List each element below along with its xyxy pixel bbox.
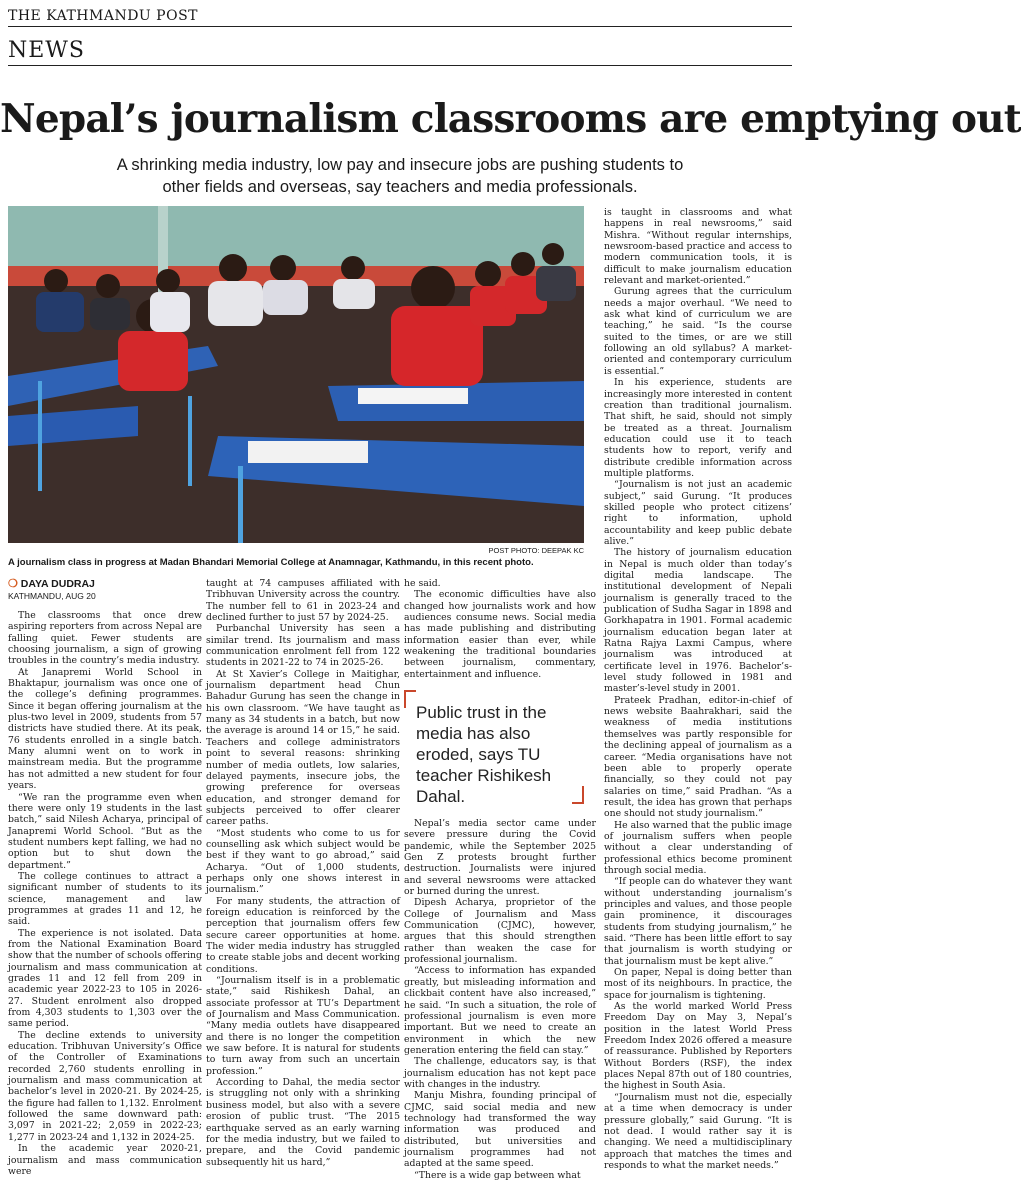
article-paragraph: “We ran the programme even when there were only 19 students in the last batch,” said Nilesh Acharya, principal of Janapremi World School. “But as the student numbers kept falling, we had no option but to shut down the department.”	[8, 791, 202, 871]
article-paragraph: Gurung agrees that the curriculum needs a major overhaul. “We need to ask what kind of curriculum we are teaching,” he said. “Is the course suited to the times, or are we still following an old syllabus? A market-oriented and contemporary curriculum is essential.”	[604, 286, 792, 377]
article-paragraph: He also warned that the public image of journalism suffers when people without a clear understanding of professional ethics become prominent through social media.	[604, 819, 792, 876]
masthead: THE KATHMANDU POST	[8, 8, 198, 24]
article-column-4	[604, 207, 792, 1175]
article-column-3-bottom	[404, 818, 596, 1181]
dateline: KATHMANDU, AUG 20	[8, 591, 96, 601]
pull-quote-bracket-bottom	[572, 786, 584, 804]
article-paragraph: As the world marked World Press Freedom Day on May 3, Nepal’s position in the latest World Press Freedom Index 2026 offered a measure of reassurance. Published by Reporters Without Borders (RSF), the index places Nepal 87th out of 180 countries, the highest in South Asia.	[604, 1001, 792, 1092]
article-paragraph: Manju Mishra, founding principal of CJMC, said social media and new technology had transformed the way information was produced and distributed, but universities and journalism programmes had not adapted at the same speed.	[404, 1090, 596, 1170]
article-paragraph: The decline extends to university education. Tribhuvan University’s Office of the Controller of Examinations recorded 2,760 students enrolling in journalism and mass communication at bachelor’s level in 2020-21. By 2024-25, the figure had fallen to 1,132. Enrolment followed the same downward path: 3,097 in 2021-22; 2,059 in 2022-23; 1,277 in 2023-24 and 1,132 in 2024-25.	[8, 1029, 202, 1143]
classroom-photo	[8, 206, 584, 543]
article-paragraph: In his experience, students are increasingly more interested in content creation than traditional journalism. That shift, he said, should not simply be treated as a threat. Journalism education could use it to teach students how to report, verify and distribute credible information across multiple platforms.	[604, 377, 792, 479]
article-paragraph: “Journalism must not die, especially at a time when democracy is under pressure globally,” said Gurung. “It is not dead. I would rather say it is changing. We need a multidisciplinary approach that matches the times and responds to what the market needs.”	[604, 1091, 792, 1171]
article-paragraph: he said.	[404, 578, 441, 589]
photo-caption: A journalism class in progress at Madan Bhandari Memorial College at Anamnagar, Kathmandu, in this recent photo.	[8, 557, 534, 568]
article-paragraph: Purbanchal University has seen a similar trend. Its journalism and mass communication enrolment fell from 122 students in 2021-22 to 74 in 2025-26.	[206, 623, 400, 669]
article-paragraph: Dipesh Acharya, proprietor of the College of Journalism and Mass Communication (CJMC), however, argues that this should strengthen rather than weaken the case for professional journalism.	[404, 897, 596, 966]
article-paragraph: “Journalism itself is in a problematic state,” said Rishikesh Dahal, an associate professor at TU’s Department of Journalism and Mass Communication. “Many media outlets have disappeared and there is no longer the competition we saw before. It is natural for students to turn away from such an uncertain profession.”	[206, 975, 400, 1077]
article-paragraph: Prateek Pradhan, editor-in-chief of news website Baahrakhari, said the weakness of media institutions themselves was partly responsible for the declining appeal of journalism as a career. “Media organisations have not been able to properly operate financially, so they could not pay salaries on time,” said Pradhan. “As a result, the idea has grown that perhaps one should not study journalism.”	[604, 694, 792, 820]
pull-quote-bracket-top	[404, 690, 416, 708]
author-name: DAYA DUDRAJ	[20, 578, 95, 590]
article-paragraph: Nepal’s media sector came under severe pressure during the Covid pandemic, while the September 2025 Gen Z protests brought further destruction. Journalists were injured and several newsrooms were attacked or burned during the unrest.	[404, 818, 596, 898]
section-label: NEWS	[8, 38, 85, 63]
article-paragraph: The experience is not isolated. Data from the National Examination Board show that the number of schools offering journalism and mass communication at grades 11 and 12 fell from 209 in academic year 2022-23 to 105 in 2026-27. Student enrolment also dropped from 4,303 students to 1,303 over the same period.	[8, 927, 202, 1030]
article-paragraph: For many students, the attraction of foreign education is reinforced by the perception that journalism offers few secure career opportunities at home. The wider media industry has struggled to create stable jobs and decent working conditions.	[206, 895, 400, 975]
pull-quote: Public trust in the media has also eroded, says TU teacher Rishikesh Dahal.	[416, 703, 552, 806]
article-paragraph: In the academic year 2020-21, journalism and mass communication were	[8, 1143, 202, 1177]
byline	[8, 577, 95, 590]
article-column-3-top	[404, 578, 596, 703]
article-paragraph: “Journalism is not just an academic subject,” said Gurung. “It produces skilled people who protect citizens’ right to information, uphold accountability and keep public debate alive.”	[604, 479, 792, 547]
article-paragraph: The challenge, educators say, is that journalism education has not kept pace with changes in the industry.	[404, 1056, 596, 1090]
article-paragraph: The history of journalism education in Nepal is much older than today’s digital media landscape. The institutional development of Nepali journalism is generally traced to the publication of Sudha Sagar in 1898 and Gorkhapatra in 1901. Formal academic journalism education began later at Ratna Rajya Laxmi Campus, where journalism was introduced at certificate level in 1976. Bachelor’s-level study followed in 1981 and master’s-level study in 2001.	[604, 547, 792, 695]
masthead-rule	[8, 26, 792, 27]
article-paragraph: The classrooms that once drew aspiring reporters from across Nepal are falling quiet. Fewer students are choosing journalism, a sign of growing troubles in the country’s media industry.	[8, 610, 202, 667]
article-paragraph: At Janapremi World School in Bhaktapur, journalism was once one of the college’s defining programmes. Since it began offering journalism at the plus-two level in 2009, students from 57 districts have studied there. At its peak, 76 students enrolled in a single batch. Many alumni went on to work in mainstream media. But the programme has not admitted a new student for four years.	[8, 666, 202, 792]
article-paragraph: is taught in classrooms and what happens in real newsrooms,” said Mishra. “Without regular internships, newsroom-based practice and access to modern communication tools, it is difficult to make journalism education relevant and market-oriented.”	[604, 207, 792, 287]
article-paragraph: “Access to information has expanded greatly, but misleading information and clickbait content have also increased,” he said. “In such a situation, the role of professional journalism is even more important. But we need to create an environment in which the new generation entering the field can stay.”	[404, 965, 596, 1056]
bullet-icon: ❍	[8, 578, 18, 590]
article-column-1	[8, 610, 202, 1175]
article-paragraph: At St Xavier’s College in Maitighar, journalism department head Chun Bahadur Gurung has seen the change in his own classroom. “We have taught as many as 34 students in a batch, but now the average is around 14 or 15,” he said. Teachers and college administrators point to several reasons: shrinking number of media outlets, low salaries, delayed payments, insecure jobs, the growing preference for overseas education, and stronger demand for subjects perceived to offer clearer career paths.	[206, 668, 400, 828]
article-column-2	[206, 578, 400, 1175]
article-paragraph: “If people can do whatever they want without understanding journalism’s principles and values, and those people gain prominence, it discourages students from studying journalism,” he said. “There has been little effort to say that journalism is worth studying or that journalism must be kept alive.”	[604, 876, 792, 967]
article-paragraph: The economic difficulties have also changed how journalists work and how audiences consume news. Social media has made publishing and distributing information easier than ever, while weakening the traditional boundaries between journalism, commentary, entertainment and influence.	[404, 589, 596, 680]
article-paragraph: taught at 74 campuses affiliated with Tribhuvan University across the country. The number fell to 61 in 2023-24 and declined further to just 57 by 2024-25.	[206, 578, 400, 624]
section-rule	[8, 65, 792, 66]
article-paragraph: The college continues to attract a significant number of students to its science, management and law programmes at grades 11 and 12, he said.	[8, 870, 202, 928]
article-paragraph: On paper, Nepal is doing better than most of its neighbours. In practice, the space for journalism is tightening.	[604, 967, 792, 1001]
article-paragraph: “There is a wide gap between what	[414, 1169, 581, 1181]
article-paragraph: According to Dahal, the media sector is struggling not only with a shrinking business model, but also with a severe erosion of public trust. “The 2015 earthquake served as an early warning for the media industry, but we failed to prepare, and the Covid pandemic subsequently hit us hard,”	[206, 1077, 400, 1168]
standfirst: A shrinking media industry, low pay and insecure jobs are pushing students to other fields and overseas, say teachers and media professionals.	[116, 156, 684, 196]
photo-credit: POST PHOTO: DEEPAK KC	[488, 546, 584, 555]
article-paragraph: “Most students who come to us for counselling ask which subject would be best if they want to go abroad,” said Acharya. “Out of 1,000 students, perhaps only one shows interest in journalism.”	[206, 827, 400, 896]
headline: Nepal’s journalism classrooms are emptying out	[0, 96, 1021, 142]
